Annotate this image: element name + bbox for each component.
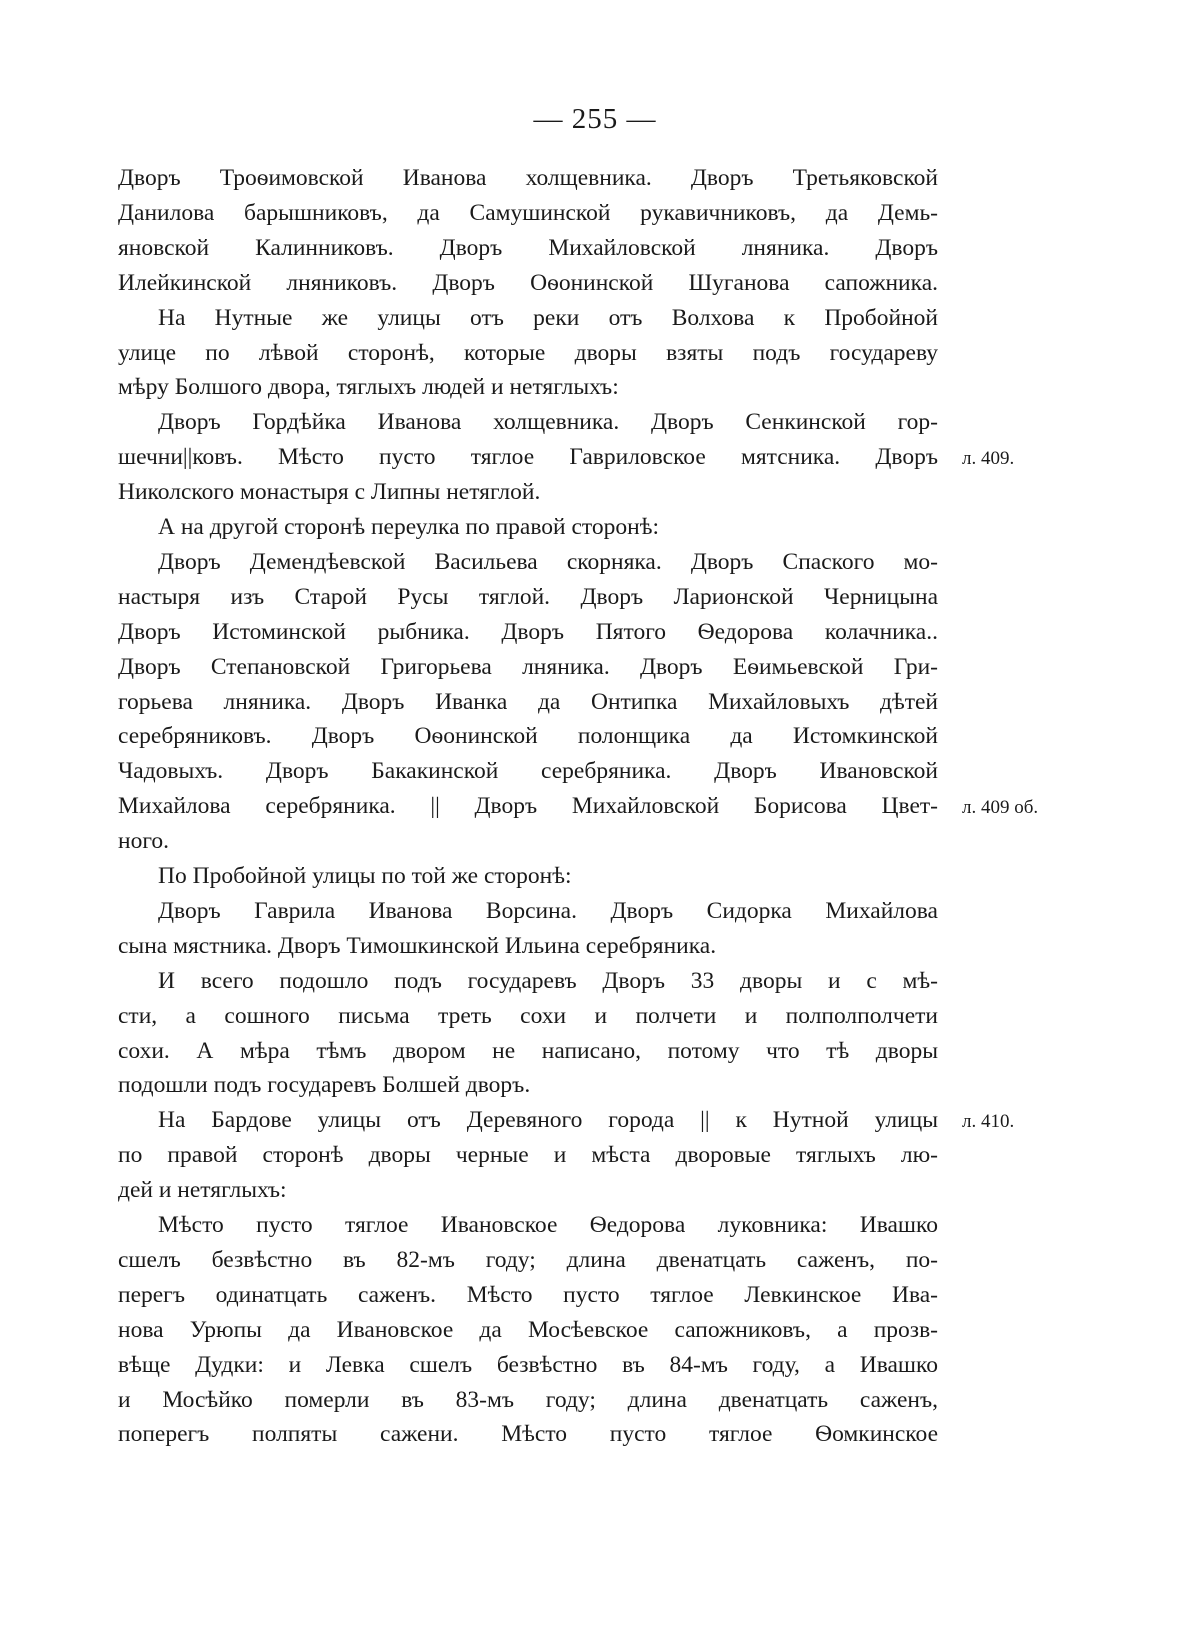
text-line: Михайлова серебряника. || Дворъ Михайловской Борисова Цвет- [118,793,938,820]
text-line: сшелъ безвѣстно въ 82-мъ году; длина двенатцать саженъ, по- [118,1246,938,1273]
text-line: Мѣсто пусто тяглое Ивановское Ѳедорова луковника: Ивашко [158,1212,938,1238]
text-line: нова Урюпы да Ивановское да Мосѣевское сапожниковъ, а прозв- [118,1316,938,1343]
text-line: подошли подъ государевъ Болшей дворъ. [118,1072,531,1099]
text-line: А на другой сторонѣ переулка по правой сторонѣ: [158,514,659,540]
text-line: по правой сторонѣ дворы черные и мѣста дворовые тяглыхъ лю- [118,1142,938,1169]
text-line: мѣру Болшого двора, тяглыхъ людей и нетяглыхъ: [118,374,619,401]
text-line: улице по лѣвой сторонѣ, которые дворы взяты подъ государеву [118,339,938,366]
text-line: горьева лняника. Дворъ Иванка да Онтипка Михайловыхъ дѣтей [118,688,938,715]
text-line: Николского монастыря с Липны нетяглой. [118,479,541,506]
text-line: сына мястника. Дворъ Тимошкинской Ильина серебряника. [118,932,717,959]
text-line: ного. [118,828,170,855]
text-line: яновской Калинниковъ. Дворъ Михайловской лняника. Дворъ [118,234,938,261]
text-line: вѣще Дудки: и Левка сшелъ безвѣстно въ 84-мъ году, а Ивашко [118,1351,938,1378]
text-line: сохи. А мѣра тѣмъ двором не написано, потому что тѣ дворы [118,1037,938,1064]
text-line: Данилова барышниковъ, да Самушинской рукавичниковъ, да Демь- [118,199,938,226]
text-line: По Пробойной улицы по той же сторонѣ: [158,863,572,889]
text-line: серебряниковъ. Дворъ Оѳонинской полонщика да Истомкинской [118,723,938,750]
margin-folio-note: л. 410. [962,1111,1015,1133]
text-line: Илейкинской лняниковъ. Дворъ Оѳонинской Шуганова сапожника. [118,269,938,296]
text-line: Дворъ Демендѣевской Васильева скорняка. Дворъ Спаского мо- [158,548,938,575]
page-number: — 255 — [533,103,657,135]
text-line: Дворъ Степановской Григорьева лняника. Дворъ Еѳимьевской Гри- [118,653,938,680]
text-line: Дворъ Истоминской рыбника. Дворъ Пятого Ѳедорова колачника.. [118,618,938,645]
text-line: настыря изъ Старой Русы тяглой. Дворъ Ларионской Черницына [118,583,938,610]
text-line: Дворъ Троѳимовской Иванова холщевника. Дворъ Третьяковской [118,165,938,191]
text-line: сти, а сошного письма треть сохи и полчети и полполполчети [118,1002,938,1029]
text-line: и Мосѣйко померли въ 83-мъ году; длина двенатцать саженъ, [118,1386,938,1413]
margin-folio-note: л. 409. [962,448,1015,470]
margin-folio-note: л. 409 об. [962,797,1039,819]
text-line: На Нутные же улицы отъ реки отъ Волхова к Пробойной [158,304,938,331]
text-line: шечни||ковъ. Мѣсто пусто тяглое Гавриловское мятсника. Дворъ [118,444,938,471]
text-line: перегъ одинатцать саженъ. Мѣсто пусто тяглое Левкинское Ива- [118,1281,938,1308]
text-line: Дворъ Гаврила Иванова Ворсина. Дворъ Сидорка Михайлова [158,897,938,924]
text-line: И всего подошло подъ государевъ Дворъ 33 дворы и с мѣ- [158,967,938,994]
text-line: поперегъ полпяты сажени. Мѣсто пусто тяглое Ѳомкинское [118,1421,938,1448]
text-line: Чадовыхъ. Дворъ Бакакинской серебряника. Дворъ Ивановской [118,758,938,785]
text-line: На Бардове улицы отъ Деревяного города || к Нутной улицы [158,1107,938,1134]
text-line: Дворъ Гордѣйка Иванова холщевника. Дворъ Сенкинской гор- [158,409,938,436]
text-line: дей и нетяглыхъ: [118,1177,287,1204]
